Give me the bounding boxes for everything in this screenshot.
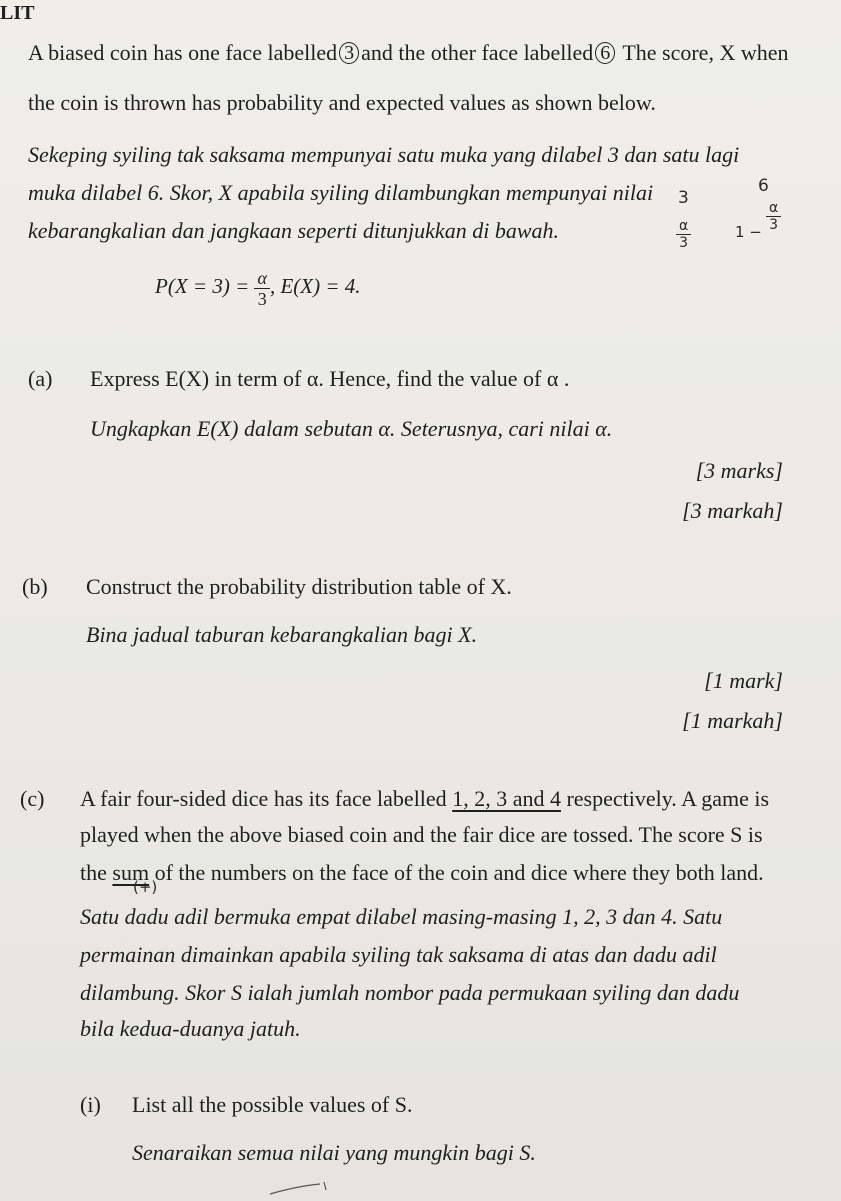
intro-en-line1-mid: and the other face labelled bbox=[361, 40, 594, 65]
handwritten-fraction-2 bbox=[766, 200, 781, 233]
part-b-marks-en: [1 mark] bbox=[704, 668, 783, 693]
circled-face-6: 6 bbox=[595, 42, 615, 64]
part-c-en-line1-underlined: 1, 2, 3 and 4 bbox=[452, 786, 561, 811]
formula-p-lhs: P(X = 3) = bbox=[155, 274, 250, 298]
handwritten-three: 3 bbox=[678, 188, 689, 208]
part-c-ms-line3: dilambung. Skor S ialah jumlah nombor pada permukaan syiling dan dadu bbox=[80, 980, 740, 1005]
part-c-en-line1-post: respectively. A game is bbox=[560, 786, 770, 811]
part-c-i-label: (i) bbox=[80, 1092, 101, 1117]
pencil-mark bbox=[268, 1180, 348, 1198]
formula-expectation: , E(X) = 4. bbox=[269, 274, 361, 298]
formula-fraction-den: 3 bbox=[257, 288, 267, 309]
part-c-label: (c) bbox=[20, 786, 45, 811]
handwritten-fraction bbox=[676, 218, 691, 251]
part-b-ms: Bina jadual taburan kebarangkalian bagi X. bbox=[86, 622, 478, 647]
part-c-en-line3-pre: the bbox=[80, 860, 113, 885]
part-c-i-en: List all the possible values of S. bbox=[132, 1092, 413, 1117]
handwritten-one-minus: 1 − bbox=[735, 223, 762, 241]
formula-fraction bbox=[254, 268, 269, 309]
intro-ms-line2: muka dilabel 6. Skor, X apabila syiling dilambungkan mempunyai nilai bbox=[28, 180, 654, 205]
intro-en-line2: the coin is thrown has probability and expected values as shown below. bbox=[28, 90, 656, 115]
formula-fraction-num: α bbox=[254, 268, 269, 289]
part-a-label: (a) bbox=[28, 366, 53, 391]
intro-en-line1-post: The score, X when bbox=[622, 40, 789, 65]
handwritten-fraction-num: α bbox=[676, 218, 691, 235]
handwritten-fraction-den: 3 bbox=[679, 235, 689, 251]
part-a-en: Express E(X) in term of α. Hence, find the value of α . bbox=[90, 366, 570, 391]
part-c-en-line3-post: of the numbers on the face of the coin and dice where they both land. bbox=[149, 860, 764, 885]
part-b-en: Construct the probability distribution table of X. bbox=[86, 574, 512, 599]
part-b-marks-ms: [1 markah] bbox=[682, 708, 783, 733]
part-c-ms-line2: permainan dimainkan apabila syiling tak saksama di atas dan dadu adil bbox=[80, 942, 717, 967]
handwritten-plus: (+) bbox=[133, 878, 158, 896]
intro-en-line1-pre: A biased coin has one face labelled bbox=[28, 40, 338, 65]
part-c-ms-line1: Satu dadu adil bermuka empat dilabel masing-masing 1, 2, 3 dan 4. Satu bbox=[80, 904, 723, 929]
handwritten-fraction-2-den: 3 bbox=[769, 217, 779, 233]
part-c-i-ms: Senaraikan semua nilai yang mungkin bagi S. bbox=[132, 1140, 536, 1165]
circled-face-3: 3 bbox=[339, 42, 359, 64]
intro-ms-line3: kebarangkalian dan jangkaan seperti ditunjukkan di bawah. bbox=[28, 218, 559, 243]
part-b-label: (b) bbox=[22, 574, 48, 599]
part-a-marks-en: [3 marks] bbox=[695, 458, 783, 483]
part-a-marks-ms: [3 markah] bbox=[682, 498, 783, 523]
part-c-en-line2: played when the above biased coin and the fair dice are tossed. The score S is bbox=[80, 822, 763, 847]
page-header-label: LIT bbox=[0, 2, 35, 24]
handwritten-six: 6 bbox=[758, 176, 769, 196]
intro-ms-line1: Sekeping syiling tak saksama mempunyai satu muka yang dilabel 3 dan satu lagi bbox=[28, 142, 740, 167]
part-a-ms: Ungkapkan E(X) dalam sebutan α. Seterusnya, cari nilai α. bbox=[90, 416, 613, 441]
part-c-en-line1-pre: A fair four-sided dice has its face labelled bbox=[80, 786, 453, 811]
handwritten-fraction-2-num: α bbox=[766, 200, 781, 217]
part-c-en-line3 bbox=[80, 860, 764, 886]
part-c-en-line3-underlined: sum bbox=[112, 860, 150, 885]
part-c-ms-line4: bila kedua-duanya jatuh. bbox=[80, 1016, 301, 1041]
intro-en-line1 bbox=[28, 40, 789, 66]
formula-line bbox=[155, 266, 361, 309]
part-c-en-line1 bbox=[80, 786, 769, 812]
